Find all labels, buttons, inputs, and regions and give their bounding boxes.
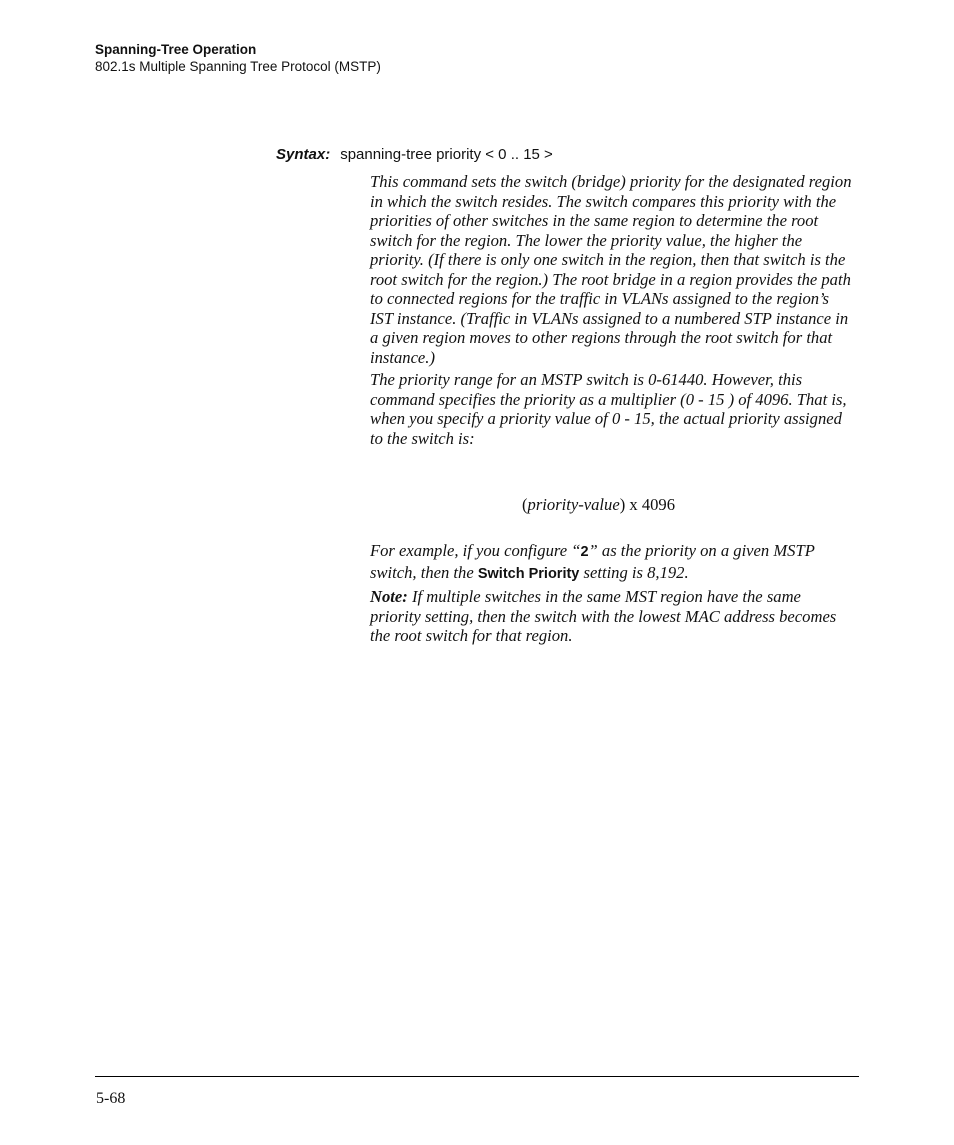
page-number: 5-68 xyxy=(96,1090,126,1107)
formula-multiplier: ) x 4096 xyxy=(619,495,676,514)
example-paragraph xyxy=(370,541,855,584)
running-header xyxy=(95,41,381,75)
formula-open-paren: ( xyxy=(522,495,528,514)
subsection-title: 802.1s Multiple Spanning Tree Protocol (MSTP) xyxy=(95,59,381,74)
priority-formula xyxy=(522,495,675,515)
syntax-command: spanning-tree priority < 0 .. 15 > xyxy=(340,146,553,163)
footer-divider xyxy=(95,1076,859,1077)
description-paragraph-2: The priority range for an MSTP switch is 0-61440. However, this command specifies the priority as a multiplier (0 - 15 ) of 4096. That is, when you specify a priority value of 0 - 15, the actual priority assigned to the switch is: xyxy=(370,370,847,448)
formula-variable: priority-value xyxy=(527,495,620,514)
note-text: If multiple switches in the same MST region have the same priority setting, then the switch with the lowest MAC address becomes the root switch for that region. xyxy=(370,587,837,645)
example-prefix: For example, if you configure “ xyxy=(370,541,581,560)
syntax-label: Syntax: xyxy=(276,146,331,163)
switch-priority-setting-name: Switch Priority xyxy=(477,565,580,582)
example-value: 2 xyxy=(580,544,589,560)
example-suffix: setting is 8,192. xyxy=(579,562,689,582)
example-middle: ” as the priority on a given MSTP switch, then the xyxy=(370,541,815,582)
description-paragraph-1: This command sets the switch (bridge) priority for the designated region in which the switch resides. The switch compares this priority with the priorities of other switches in the same region to determine the root switch for the region. The lower the priority value, the higher the priority. (If there is only one switch in the region, then that switch is the root switch for the region.) The root bridge in a region provides the path to connected regions for the traffic in VLANs assigned to the region’s IST instance. (Traffic in VLANs assigned to a numbered STP instance in a given region moves to other regions through the root switch for that instance.) xyxy=(370,172,852,367)
example-and-note xyxy=(370,541,855,649)
syntax-line xyxy=(276,145,553,164)
command-description xyxy=(370,172,855,451)
note-label: Note: xyxy=(370,587,408,606)
section-title: Spanning-Tree Operation xyxy=(95,42,257,57)
note-paragraph xyxy=(370,587,855,646)
